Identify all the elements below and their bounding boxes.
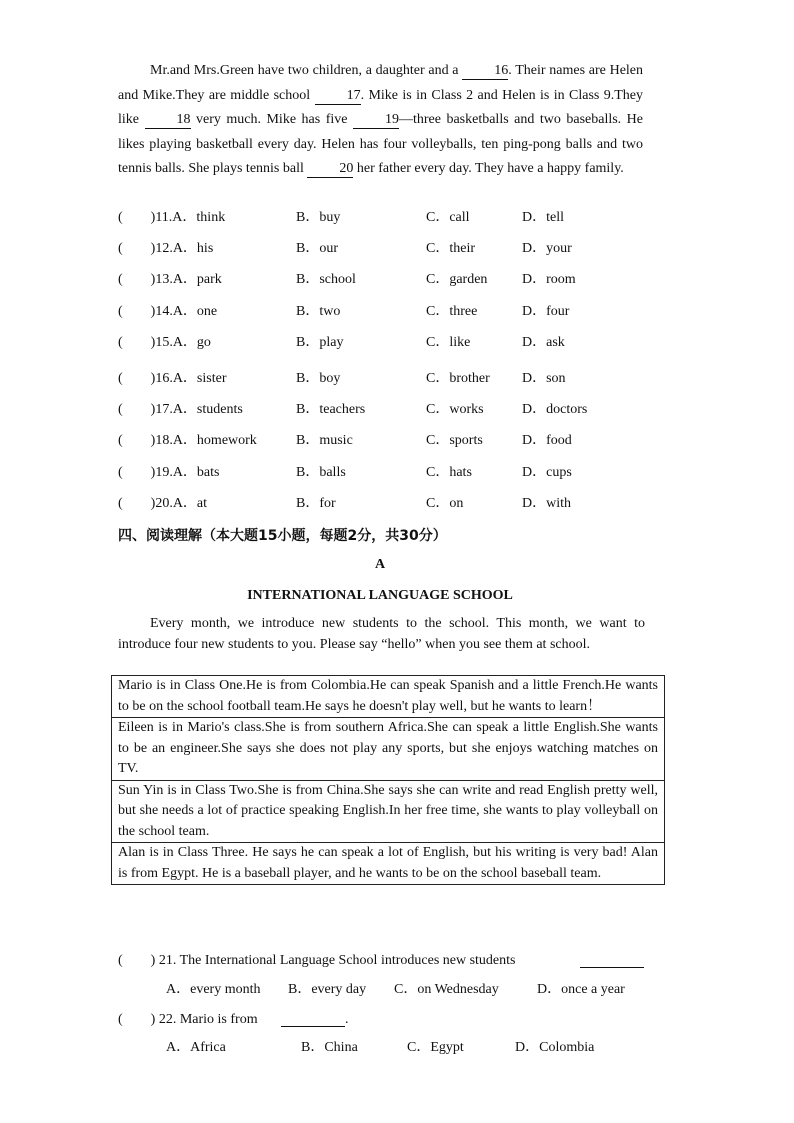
option-c: C．three — [426, 304, 478, 319]
option-c: C．Egypt — [407, 1040, 464, 1055]
question-number-option-a: ( )19.A．bats — [118, 465, 220, 480]
option-d: D．tell — [522, 210, 564, 225]
student-entry-sun-yin: Sun Yin is in Class Two.She is from China.She says she can write and read English pretty well, but she needs a lot of practice speaking English.In her free time, she wants to play volleyball on the school team. — [112, 781, 664, 844]
option-c: C．hats — [426, 465, 472, 480]
passage-title: INTERNATIONAL LANGUAGE SCHOOL — [247, 588, 513, 603]
option-b: B．play — [296, 335, 344, 350]
passage-text: . Their names are Helen and Mike.They are middle school — [118, 63, 644, 103]
option-c: C．works — [426, 402, 484, 417]
question-number-option-a: ( )11.A．think — [118, 210, 226, 225]
question-number-option-a: ( )17.A．students — [118, 402, 243, 417]
option-c: C．call — [426, 210, 470, 225]
cloze-question-17 — [118, 400, 678, 420]
cloze-question-13 — [118, 270, 678, 290]
question-number-option-a: ( )12.A．his — [118, 241, 214, 256]
option-c: C．garden — [426, 272, 488, 287]
option-d: D．Colombia — [515, 1040, 595, 1055]
passage-text: very much. Mike has five — [196, 112, 348, 127]
part-label: A — [374, 557, 386, 572]
option-c: C．on — [426, 496, 464, 511]
question-21-options — [118, 980, 678, 1000]
cloze-question-15 — [118, 333, 678, 353]
question-21 — [118, 951, 678, 971]
option-d: D．son — [522, 371, 566, 386]
option-b: B．school — [296, 272, 356, 287]
option-b: B．every day — [288, 982, 367, 997]
passage-text: Mr.and Mrs.Green have two children, a daughter and a — [150, 63, 459, 78]
reading-intro: Every month, we introduce new students to the school. This month, we want to introduce four new students to you. Please say “hello” when you see them at school. — [118, 616, 645, 652]
answer-line — [580, 955, 644, 968]
cloze-question-11 — [118, 208, 678, 228]
question-22-options — [118, 1038, 678, 1058]
option-d: D．ask — [522, 335, 565, 350]
option-d: D．room — [522, 272, 576, 287]
option-b: B．for — [296, 496, 336, 511]
blank-20: 20 — [307, 161, 353, 178]
question-22 — [118, 1010, 678, 1030]
blank-16: 16 — [462, 63, 508, 80]
option-b: B．buy — [296, 210, 341, 225]
option-d: D．with — [522, 496, 571, 511]
option-c: C．on Wednesday — [394, 982, 499, 997]
cloze-question-19 — [118, 463, 678, 483]
student-entry-mario: Mario is in Class One.He is from Colombia.He can speak Spanish and a little French.He wants to be on the school football team.He says he doesn't play well, but he wants to learn！ — [112, 676, 664, 718]
option-b: B．our — [296, 241, 338, 256]
blank-17: 17 — [315, 88, 361, 105]
option-b: B．teachers — [296, 402, 366, 417]
stem-end: . — [345, 1012, 349, 1027]
option-b: B．music — [296, 433, 353, 448]
option-b: B．boy — [296, 371, 341, 386]
option-d: D．four — [522, 304, 570, 319]
question-number-option-a: ( )13.A．park — [118, 272, 222, 287]
blank-18: 18 — [145, 112, 191, 129]
passage-text: —three basketballs and two baseballs. He likes playing basketball every day. Helen has four volleyballs, ten ping-pong balls and two tennis balls. She plays tennis ball — [118, 112, 644, 176]
answer-line — [281, 1014, 345, 1027]
student-table — [111, 675, 665, 885]
student-entry-alan: Alan is in Class Three. He says he can speak a lot of English, but his writing is very bad! Alan is from Egypt. He is a baseball player, and he wants to be on the school baseball team. — [118, 845, 658, 881]
option-c: C．like — [426, 335, 471, 350]
question-number-option-a: ( )14.A．one — [118, 304, 218, 319]
option-a: A．Africa — [166, 1040, 226, 1055]
blank-19: 19 — [353, 112, 399, 129]
section-heading: 四、阅读理解（本大题15小题，每题2分，共30分） — [118, 528, 447, 544]
cloze-question-16 — [118, 369, 678, 389]
question-stem: ( ) 22. Mario is from — [118, 1012, 258, 1027]
cloze-question-12 — [118, 239, 678, 259]
option-c: C．sports — [426, 433, 483, 448]
option-d: D．once a year — [537, 982, 625, 997]
option-b: B．balls — [296, 465, 346, 480]
option-d: D．your — [522, 241, 572, 256]
question-number-option-a: ( )15.A．go — [118, 335, 211, 350]
option-c: C．brother — [426, 371, 490, 386]
question-number-option-a: ( )20.A．at — [118, 496, 208, 511]
question-number-option-a: ( )18.A．homework — [118, 433, 257, 448]
question-number-option-a: ( )16.A．sister — [118, 371, 227, 386]
passage-text: her father every day. They have a happy family. — [356, 161, 624, 176]
option-b: B．two — [296, 304, 341, 319]
option-d: D．doctors — [522, 402, 588, 417]
question-stem: ( ) 21. The International Language School introduces new students — [118, 953, 516, 968]
option-d: D．food — [522, 433, 572, 448]
student-entry-eileen: Eileen is in Mario's class.She is from southern Africa.She can speak a little English.She wants to be an engineer.She says she does not play any sports, but she enjoys watching matches on TV. — [112, 718, 664, 781]
option-b: B．China — [301, 1040, 358, 1055]
option-d: D．cups — [522, 465, 572, 480]
cloze-question-14 — [118, 302, 678, 322]
option-c: C．their — [426, 241, 475, 256]
cloze-passage — [118, 59, 643, 182]
cloze-question-18 — [118, 431, 678, 451]
passage-text: . Mike is in Class 2 and Helen is in Class 9.They like — [118, 87, 644, 127]
cloze-question-20 — [118, 494, 678, 514]
option-a: A．every month — [166, 982, 261, 997]
